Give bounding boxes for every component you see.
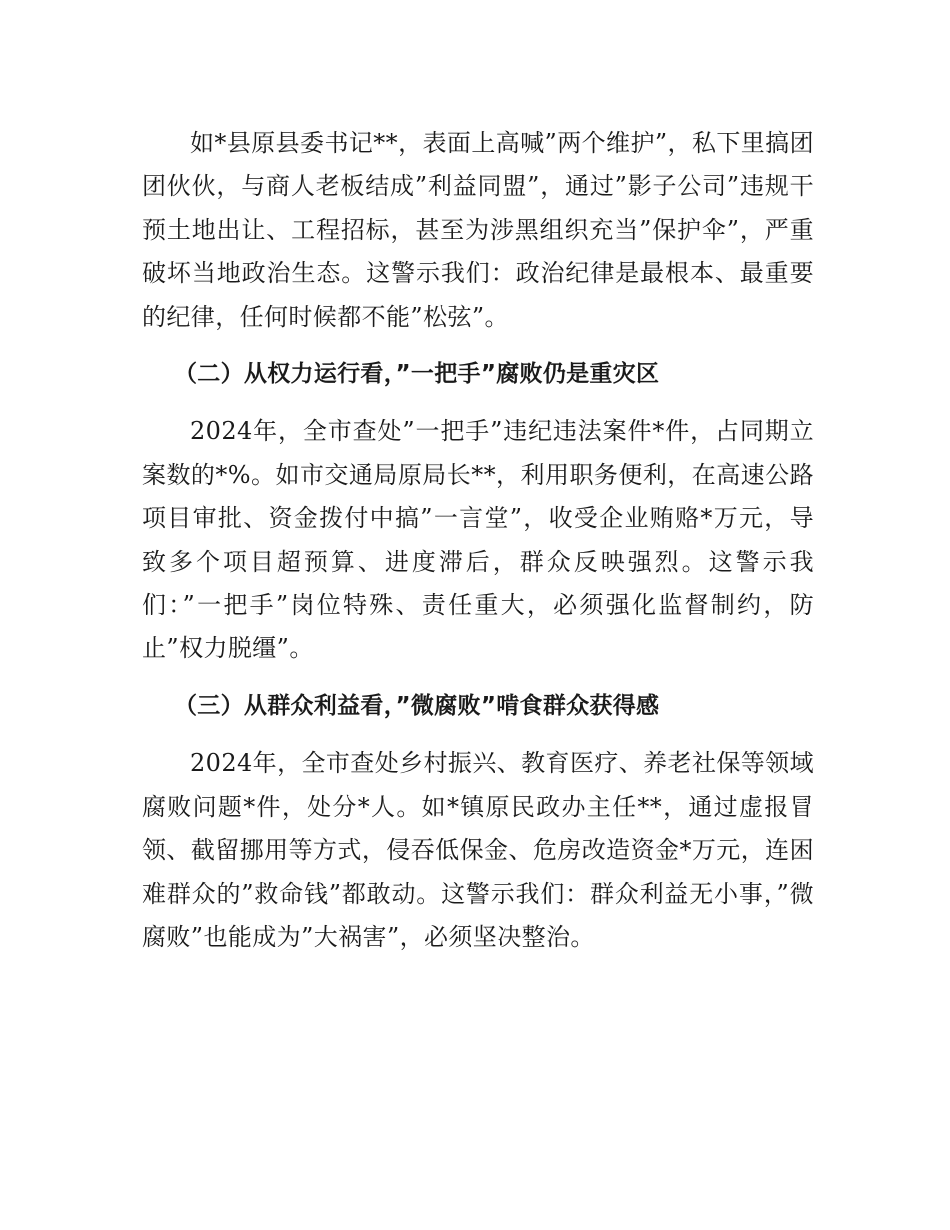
document-body <box>142 122 814 959</box>
paragraph-political-discipline: 如*县原县委书记**，表面上高喊”两个维护”，私下里搞团团伙伙，与商人老板结成”利益同盟”，通过”影子公司”违规干预土地出让、工程招标，甚至为涉黑组织充当”保护伞”，严重破坏当地政治生态。这警示我们：政治纪律是最根本、最重要的纪律，任何时候都不能”松弦”。 <box>142 129 814 331</box>
paragraph-micro-corruption: 2024年，全市查处乡村振兴、教育医疗、养老社保等领域腐败问题*件，处分*人。如*镇原民政办主任**，通过虚报冒领、截留挪用等方式，侵吞低保金、危房改造资金*万元，连困难群众的”救命钱”都敢动。这警示我们：群众利益无小事，”微腐败”也能成为”大祸害”，必须坚决整治。 <box>142 749 814 951</box>
section-heading-power-operation: （二）从权力运行看，”一把手”腐败仍是重灾区 <box>174 361 660 388</box>
section-heading-public-interest: （三）从群众利益看，”微腐败”啃食群众获得感 <box>174 692 660 719</box>
paragraph-top-leader-corruption: 2024年，全市查处”一把手”违纪违法案件*件，占同期立案数的*%。如市交通局原局长**，利用职务便利，在高速公路项目审批、资金拨付中搞”一言堂”，收受企业贿赂*万元，导致多个项目超预算、进度滞后，群众反映强烈。这警示我们：”一把手”岗位特殊、责任重大，必须强化监督制约，防止”权力脱缰”。 <box>142 417 814 663</box>
